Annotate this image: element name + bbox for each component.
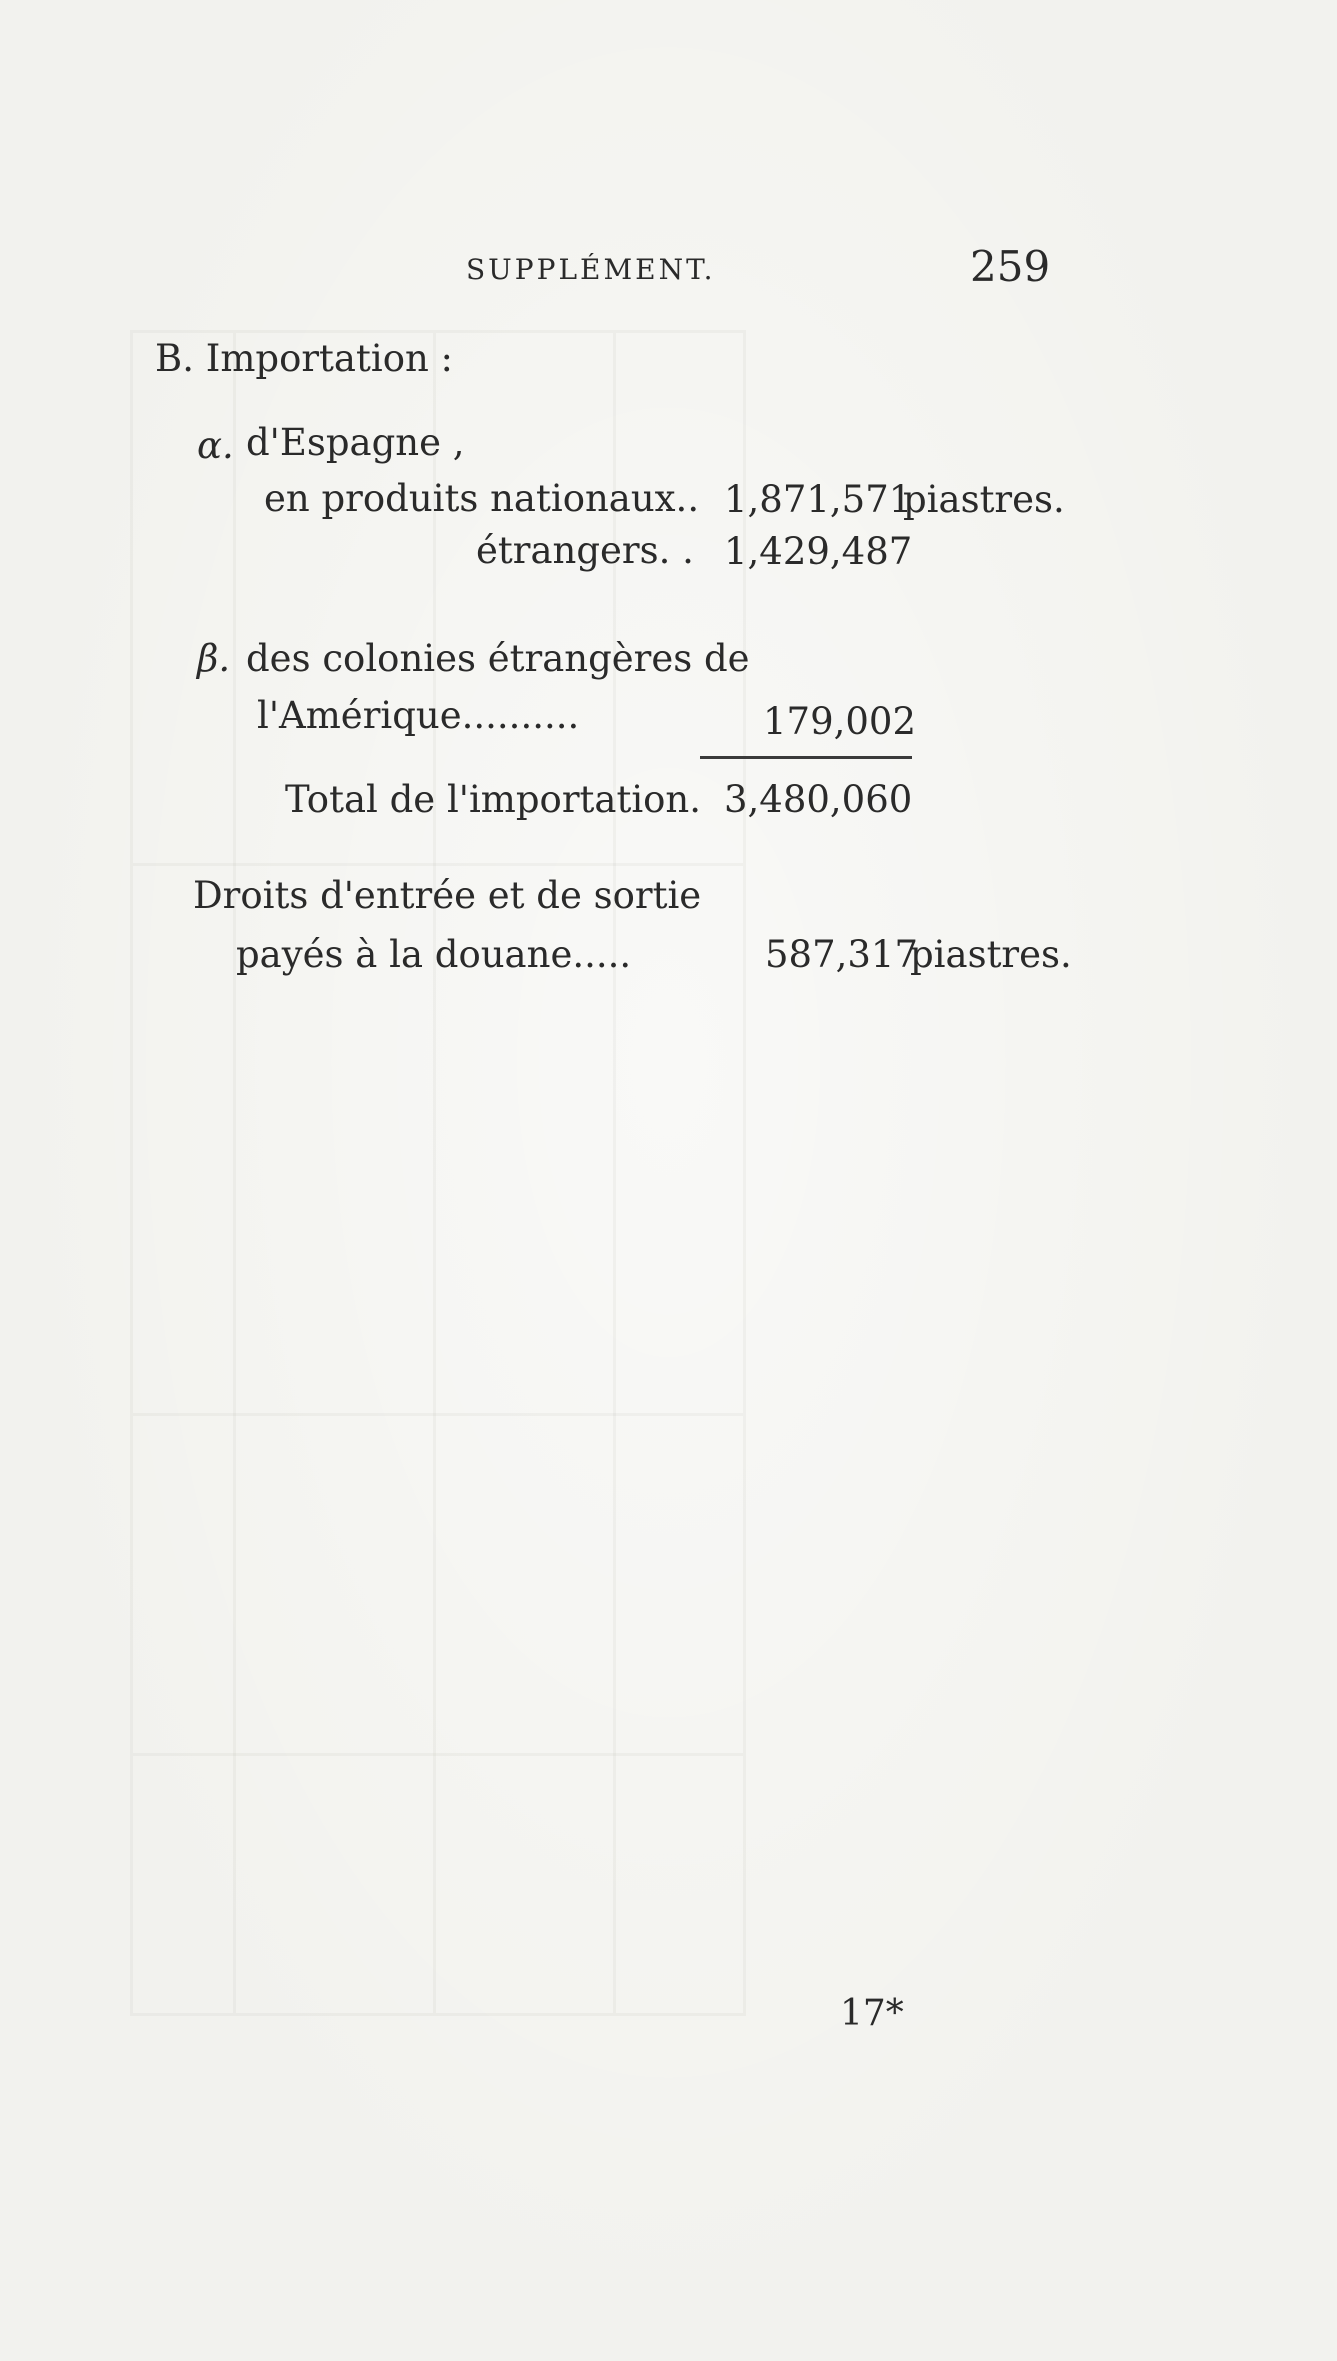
total-value: 3,480,060 (724, 778, 913, 821)
alpha-label: d'Espagne , (246, 421, 465, 464)
duties-value: 587,317 (765, 933, 919, 976)
alpha-line1-label: en produits nationaux.. (264, 477, 700, 520)
running-title: SUPPLÉMENT. (466, 253, 716, 286)
beta-label-line2: l'Amérique.......... (257, 694, 580, 737)
total-label: Total de l'importation. (285, 778, 702, 821)
duties-label-line2: payés à la douane..... (236, 933, 632, 976)
beta-marker: β. (197, 637, 231, 680)
total-rule (700, 756, 912, 759)
duties-label-line1: Droits d'entrée et de sortie (193, 874, 702, 917)
alpha-line1-value: 1,871,571 (724, 478, 913, 521)
page-number: 259 (970, 242, 1051, 291)
beta-label-line1: des colonies étrangères de (246, 637, 750, 680)
signature-mark: 17* (840, 1993, 904, 2034)
alpha-marker: α. (197, 424, 234, 467)
alpha-line2-label: étrangers. . (476, 529, 694, 572)
show-through-table (130, 330, 746, 2016)
alpha-line2-value: 1,429,487 (724, 530, 913, 573)
beta-value: 179,002 (763, 700, 917, 743)
duties-unit: piastres. (910, 933, 1072, 976)
section-heading: B. Importation : (155, 337, 454, 380)
alpha-unit: piastres. (903, 478, 1065, 521)
